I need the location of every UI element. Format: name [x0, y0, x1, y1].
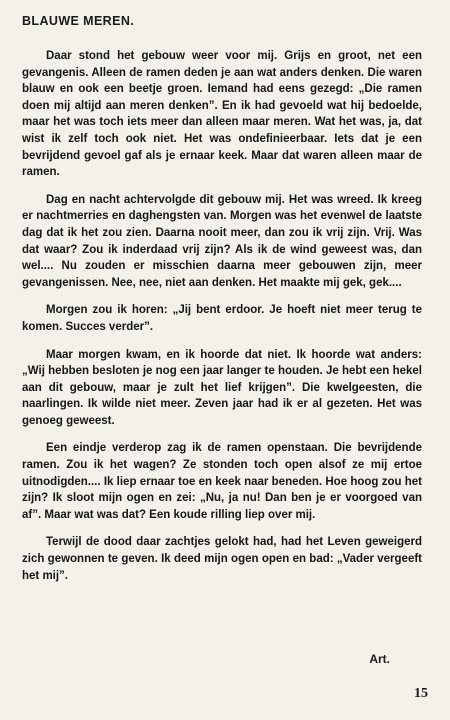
paragraph-1: Daar stond het gebouw weer voor mij. Grijs en groot, net een gevangenis. Alleen de ramen deden je aan wat anders denken. Die waren blauw en ook een beetje groen. Iemand had eens gezegd: „Die ramen doen mij altijd aan meren denken”. En ik had gevoeld wat hij bedoelde, maar het was toch iets meer dan alleen maar meren. Wat het was, ja, dat wist ik zelf toch ook niet. Het was ondefinieerbaar. Iets dat je een bevrijdend gevoel gaf als je ernaar keek. Maar dat waren alleen maar de ramen. [22, 50, 422, 179]
story-title: BLAUWE MEREN. [22, 14, 135, 28]
paragraph-5: Een eindje verderop zag ik de ramen openstaan. Die bevrijdende ramen. Zou ik het wagen? Ze stonden toch open alsof ze mij ertoe uitnodigden.... Ik liep ernaar toe en keek naar beneden. Hoe hoog zou het zijn? Ik sloot mijn ogen en zei: „Nu, ja nu! Dan ben je er voorgoed van af”. Maar wat was dat? Een koude rilling liep over mij. [22, 442, 422, 521]
paragraph-2: Dag en nacht achtervolgde dit gebouw mij. Het was wreed. Ik kreeg er nachtmerries en daghengsten van. Morgen was het evenwel de laatste dag dat ik het zou zien. Daarna nooit meer, dan zou ik vrij zijn. Vrij. Was dat waar? Zou ik inderdaad vrij zijn? Als ik de wind geweest was, dan wel.... Nu zouden er misschien daarna meer gebouwen zijn, meer gevangenissen. Nee, nee, niet aan denken. Het maakte mij gek, gek.... [22, 193, 422, 289]
page-number: 15 [414, 686, 428, 701]
paragraph-4: Maar morgen kwam, en ik hoorde dat niet. Ik hoorde wat anders: „Wij hebben besloten je nog een jaar langer te houden. Je hebt een hekel aan dit gebouw, maar je zult het lief krijgen”. Die kwelgeesten, die naarlingen. Ik wilde niet meer. Zeven jaar had ik er al gezeten. Het was genoeg geweest. [22, 348, 422, 427]
paragraph-6: Terwijl de dood daar zachtjes gelokt had, had het Leven geweigerd zich gewonnen te geven. Ik deed mijn ogen open en bad: „Vader vergeeft het mij”. [22, 536, 422, 582]
author-signature: Art. [369, 652, 390, 666]
paragraph-3: Morgen zou ik horen: „Jij bent erdoor. Je hoeft niet meer terug te komen. Succes verder”. [22, 304, 422, 333]
